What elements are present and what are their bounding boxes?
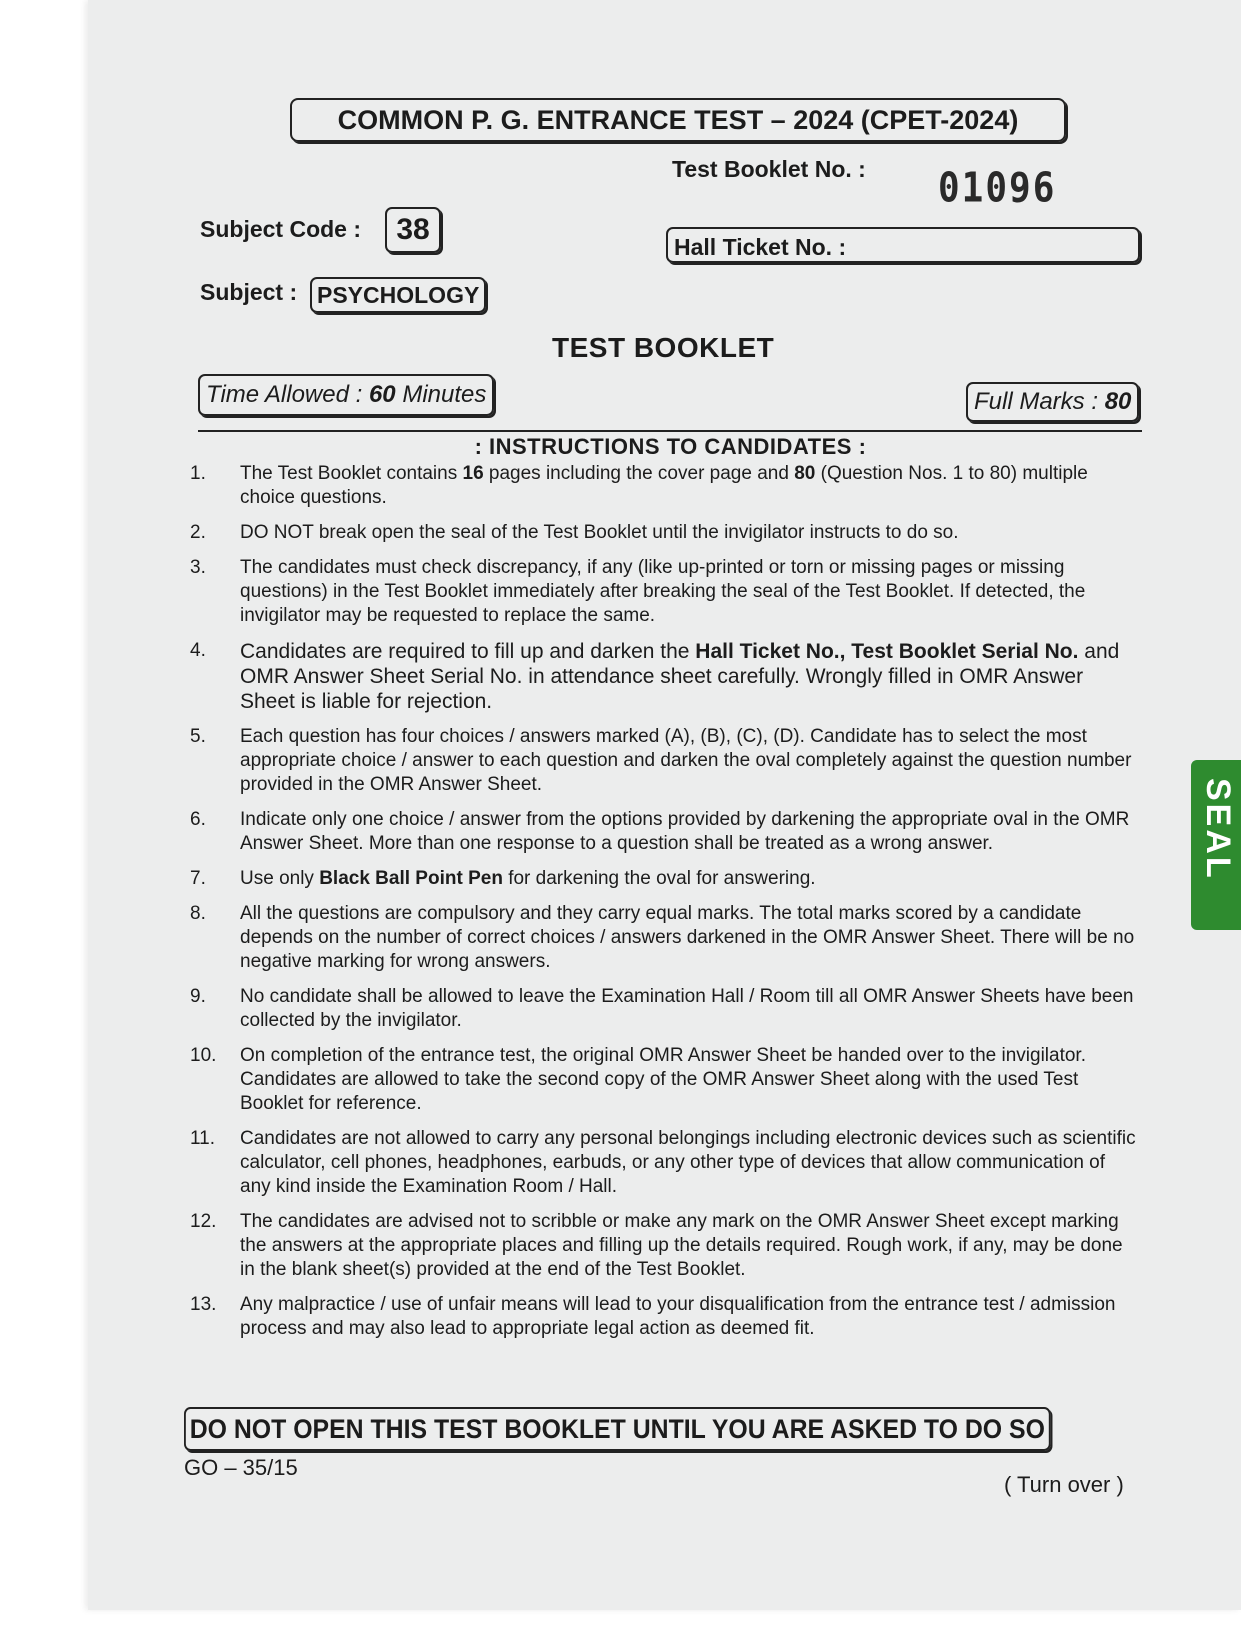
instruction-text-part: Use only bbox=[240, 868, 320, 889]
hall-ticket-field bbox=[666, 227, 1140, 263]
instruction-number: 4. bbox=[190, 640, 206, 661]
subject-code-value: 38 bbox=[385, 207, 441, 253]
instruction-text-bold: Hall Ticket No., Test Booklet Serial No. bbox=[695, 640, 1079, 663]
full-marks-value: 80 bbox=[1104, 388, 1132, 415]
instruction-item bbox=[190, 639, 1140, 714]
instruction-item bbox=[190, 725, 1140, 797]
instruction-item bbox=[190, 1293, 1140, 1341]
instruction-text-part: and OMR Answer Sheet Serial No. in attendance sheet carefully. Wrongly filled in OMR Answer Sheet is liable for rejection. bbox=[240, 640, 1120, 713]
instruction-text: The candidates are advised not to scribble or make any mark on the OMR Answer Sheet except marking the answers at the appropriate places and filling up the details required. Rough work, if any, may be done in the blank sheet(s) provided at the end of the Test Booklet. bbox=[240, 1211, 1123, 1280]
instruction-text: Any malpractice / use of unfair means will lead to your disqualification from the entrance test / admission process and may also lead to appropriate legal action as deemed fit. bbox=[240, 1294, 1116, 1339]
instruction-item bbox=[190, 1127, 1140, 1199]
time-allowed-label: Time Allowed : bbox=[206, 381, 369, 408]
instruction-number: 11. bbox=[190, 1128, 216, 1149]
time-allowed-box bbox=[198, 374, 494, 416]
instruction-text-bold: 16 bbox=[462, 463, 484, 484]
instruction-item bbox=[190, 1044, 1140, 1116]
instruction-item bbox=[190, 1210, 1140, 1282]
instructions-heading: : INSTRUCTIONS TO CANDIDATES : bbox=[474, 434, 867, 459]
instruction-text: All the questions are compulsory and they carry equal marks. The total marks scored by a candidate depends on the number of correct choices / answers darkened in the OMR Answer Sheet. There will be no negative marking for wrong answers. bbox=[240, 903, 1135, 972]
instruction-text: On completion of the entrance test, the original OMR Answer Sheet be handed over to the invigilator. Candidates are allowed to take the second copy of the OMR Answer Sheet along with the used Test Booklet for reference. bbox=[240, 1045, 1086, 1114]
instruction-text bbox=[240, 462, 1140, 510]
seal-label: SEAL bbox=[1199, 778, 1237, 881]
instruction-text: DO NOT break open the seal of the Test Booklet until the invigilator instructs to do so. bbox=[240, 522, 959, 543]
test-booklet-no-value: 01096 bbox=[938, 164, 1057, 213]
instruction-text-bold: 80 bbox=[794, 463, 816, 484]
instruction-number: 3. bbox=[190, 557, 206, 578]
instruction-text-part: (Question Nos. 1 to 80) multiple choice questions. bbox=[240, 463, 1088, 508]
instruction-number: 12. bbox=[190, 1211, 217, 1232]
instruction-text-part: for darkening the oval for answering. bbox=[502, 868, 816, 889]
instruction-text-part: Candidates are required to fill up and darken the bbox=[240, 640, 696, 663]
instruction-text: The candidates must check discrepancy, if any (like up-printed or torn or missing pages or missing questions) in the Test Booklet immediately after breaking the seal of the Test Booklet. If detected, the invigilator may be requested to replace the same. bbox=[240, 557, 1086, 626]
subject-code-label: Subject Code : bbox=[200, 216, 362, 242]
instruction-text bbox=[240, 867, 1140, 891]
do-not-open-warning: DO NOT OPEN THIS TEST BOOKLET UNTIL YOU ARE ASKED TO DO SO bbox=[184, 1407, 1051, 1451]
test-booklet-heading: TEST BOOKLET bbox=[552, 332, 775, 363]
hall-ticket-label: Hall Ticket No. : bbox=[674, 234, 847, 260]
instruction-item bbox=[190, 902, 1140, 974]
instruction-number: 8. bbox=[190, 903, 206, 924]
divider bbox=[198, 430, 1142, 432]
instruction-text bbox=[240, 639, 1140, 714]
instructions-list bbox=[190, 462, 1140, 1352]
instruction-text-bold: Black Ball Point Pen bbox=[319, 868, 503, 889]
instruction-text: No candidate shall be allowed to leave the Examination Hall / Room till all OMR Answer Sheets have been collected by the invigilator. bbox=[240, 986, 1134, 1031]
instruction-number: 5. bbox=[190, 726, 206, 747]
full-marks-box bbox=[966, 382, 1139, 422]
instruction-number: 10. bbox=[190, 1045, 217, 1066]
instruction-number: 13. bbox=[190, 1294, 217, 1315]
instruction-text-part: pages including the cover page and bbox=[483, 463, 795, 484]
booklet-code: GO – 35/15 bbox=[184, 1455, 298, 1480]
instruction-item bbox=[190, 462, 1140, 510]
instruction-item bbox=[190, 521, 1140, 545]
instruction-number: 7. bbox=[190, 868, 206, 889]
time-allowed-unit: Minutes bbox=[395, 381, 487, 408]
instruction-text: Candidates are not allowed to carry any personal belongings including electronic devices such as scientific calculator, cell phones, headphones, earbuds, or any other type of devices that allow communication of any kind inside the Examination Room / Hall. bbox=[240, 1128, 1136, 1197]
instruction-text-part: The Test Booklet contains bbox=[240, 463, 463, 484]
instruction-number: 6. bbox=[190, 809, 206, 830]
subject-value: PSYCHOLOGY bbox=[310, 277, 486, 313]
subject-label: Subject : bbox=[200, 279, 298, 305]
instruction-item bbox=[190, 867, 1140, 891]
turn-over-note: ( Turn over ) bbox=[1004, 1472, 1124, 1497]
instruction-item bbox=[190, 985, 1140, 1033]
full-marks-label: Full Marks : bbox=[974, 388, 1105, 415]
test-booklet-no-label: Test Booklet No. : bbox=[672, 156, 866, 182]
instruction-item bbox=[190, 808, 1140, 856]
instruction-text: Indicate only one choice / answer from the options provided by darkening the appropriate oval in the OMR Answer Sheet. More than one response to a question shall be treated as a wrong answer. bbox=[240, 809, 1130, 854]
instruction-item bbox=[190, 556, 1140, 628]
instruction-number: 1. bbox=[190, 463, 206, 484]
seal-tab[interactable] bbox=[1191, 760, 1241, 930]
exam-title: COMMON P. G. ENTRANCE TEST – 2024 (CPET-2024) bbox=[290, 98, 1066, 142]
instruction-number: 2. bbox=[190, 522, 206, 543]
instruction-number: 9. bbox=[190, 986, 206, 1007]
instruction-text: Each question has four choices / answers marked (A), (B), (C), (D). Candidate has to select the most appropriate choice / answer to each question and darken the oval completely against the question number provided in the OMR Answer Sheet. bbox=[240, 726, 1132, 795]
time-allowed-value: 60 bbox=[368, 381, 396, 408]
